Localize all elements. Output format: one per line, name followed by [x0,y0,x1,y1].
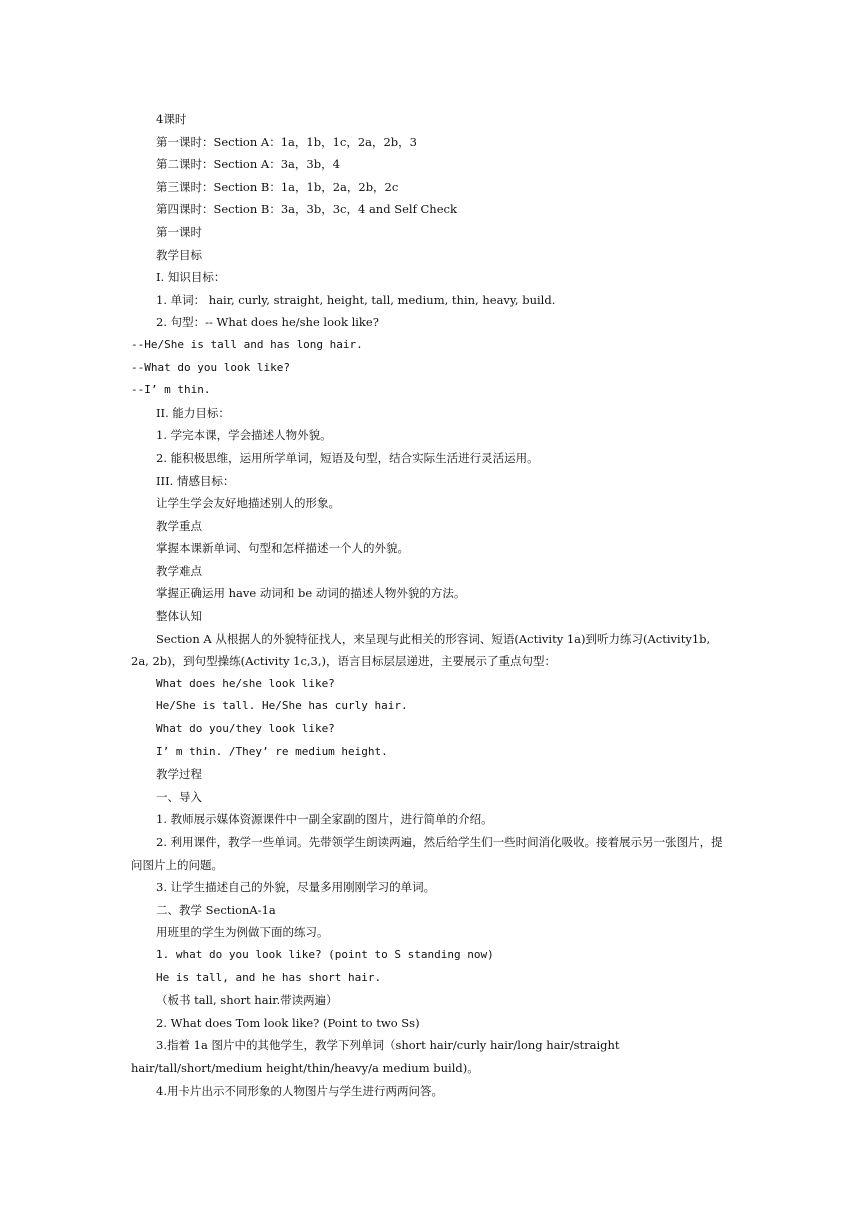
section-heading: 教学目标 [156,247,202,262]
paragraph: 3.指着 1a 图片中的其他学生，教学下列单词（short hair/curly hair/long hair/straight hair/tall/short/medium height/thin/heavy/a medium build)。 [131,1038,620,1075]
text-line: III. 情感目标： [156,473,235,488]
text-line: 用班里的学生为例做下面的练习。 [156,925,329,940]
text-line: 1. 单词： hair, curly, straight, height, tall, medium, thin, heavy, build. [156,292,556,307]
section-heading: 整体认知 [156,609,202,624]
section-heading: 教学难点 [156,563,202,578]
text-line: 让学生学会友好地描述别人的形象。 [156,496,340,511]
text-line: 4课时 [156,112,187,126]
text-line: --He/She is tall and has long hair. [131,337,363,351]
text-line: He is tall, and he has short hair. [156,970,382,984]
section-heading: 教学重点 [156,518,202,533]
text-line: 1. 学完本课，学会描述人物外貌。 [156,428,332,443]
section-heading: 教学过程 [156,767,202,782]
text-line: He/She is tall. He/She has curly hair. [156,699,408,713]
text-line: --What do you look like? [131,360,290,374]
text-line: --I’ m thin. [131,383,211,397]
paragraph: Section A 从根据人的外貌特征找人，来呈现与此相关的形容词、短语(Activity 1a)到听力练习(Activity1b, 2a, 2b)，到句型操练(Activity 1c,3,)，语言目标层层递进，主要展示了重点句型： [131,631,711,669]
text-line: 一、导入 [156,789,202,804]
text-line: 第四课时：Section B：3a，3b，3c，4 and Self Check [156,202,457,217]
text-line: What do you/they look like? [156,722,335,736]
text-line: II. 能力目标： [156,405,230,420]
text-line: 2. 句型：-- What does he/she look like? [156,315,379,330]
text-line: 2. What does Tom look like? (Point to two Ss) [156,1015,420,1030]
paragraph: 2. 利用课件，教学一些单词。先带领学生朗读两遍，然后给学生们一些时间消化吸收。接着展示另一张图片，提问图片上的问题。 [131,835,723,872]
text-line: （板书 tall, short hair.带读两遍） [156,993,338,1008]
text-line: I’ m thin. /They’ re medium height. [156,744,388,758]
text-line: 掌握本课新单词、句型和怎样描述一个人的外貌。 [156,541,409,556]
text-line: What does he/she look like? [156,676,335,690]
document-body [131,108,731,1102]
text-line: 1. what do you look like? (point to S standing now) [156,947,494,961]
text-line: 第一课时：Section A：1a，1b，1c，2a，2b，3 [156,134,417,149]
text-line: 3. 让学生描述自己的外貌，尽量多用刚刚学习的单词。 [156,880,436,895]
text-line: 4.用卡片出示不同形象的人物图片与学生进行两两问答。 [156,1083,443,1098]
text-line: 掌握正确运用 have 动词和 be 动词的描述人物外貌的方法。 [156,586,466,601]
section-heading: 第一课时 [156,224,202,239]
text-line: 二、教学 SectionA-1a [156,902,276,917]
text-line: 第三课时：Section B：1a，1b，2a，2b，2c [156,179,399,194]
text-line: 1. 教师展示媒体资源课件中一副全家副的图片，进行简单的介绍。 [156,812,493,827]
text-line: I. 知识目标： [156,270,226,285]
text-line: 2. 能积极思维，运用所学单词，短语及句型，结合实际生活进行灵活运用。 [156,450,539,465]
text-line: 第二课时：Section A：3a，3b，4 [156,157,340,172]
